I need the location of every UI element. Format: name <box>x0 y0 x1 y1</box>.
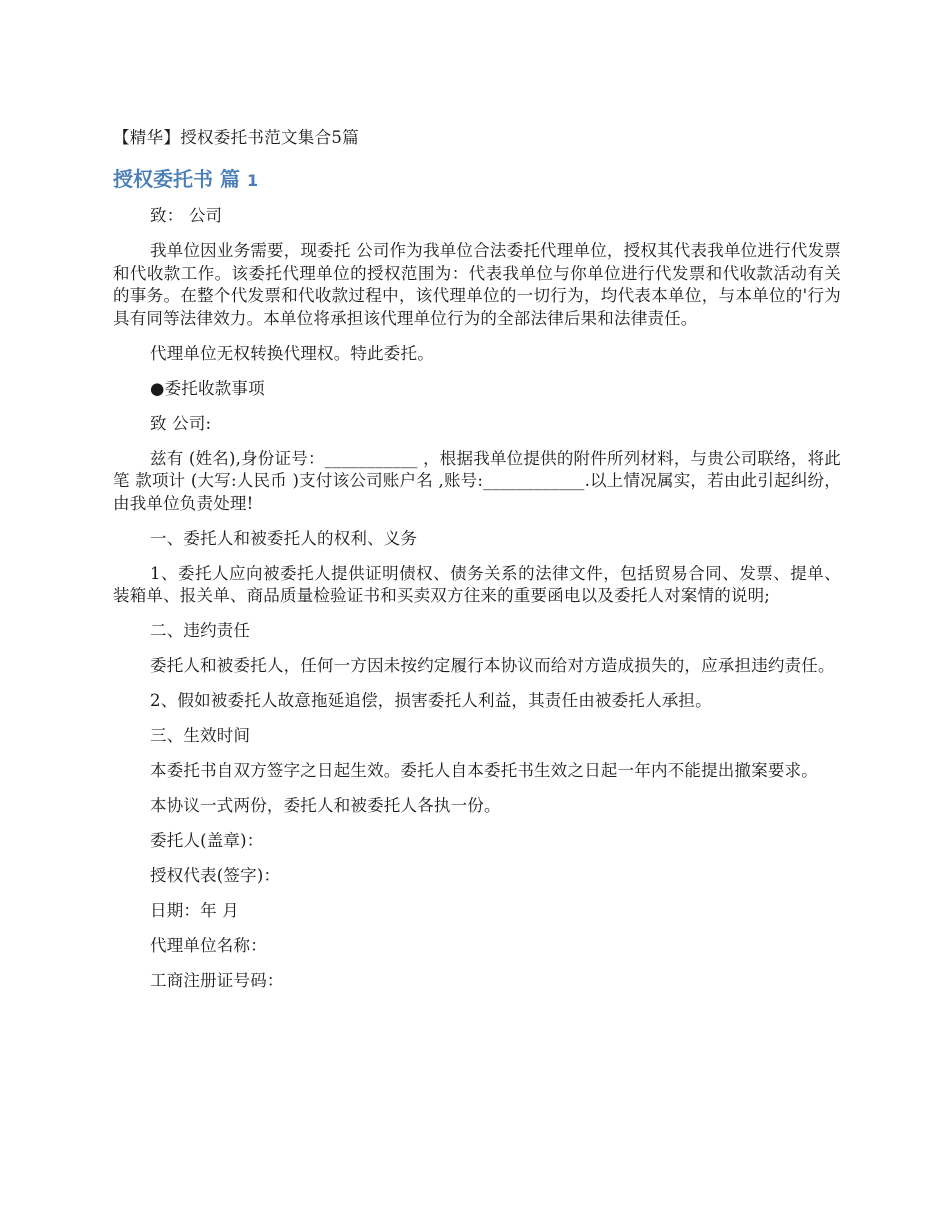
principal-seal-field: 委托人(盖章)： <box>150 831 264 850</box>
section-heading <box>113 166 841 194</box>
effective-heading: 三、生效时间 <box>150 726 251 745</box>
salutation-2: 致 公司: <box>150 413 212 433</box>
breach-heading: 二、违约责任 <box>150 621 251 640</box>
rights-item-1: 1、委托人应向被委托人提供证明债权、债务关系的法律文件，包括贸易合同、发票、提单、装箱单、报关单、商品质量检验证书和买卖双方往来的重要函电以及委托人对案情的说明; <box>113 563 841 605</box>
date-field: 日期：年 月 <box>150 901 239 920</box>
id-paragraph: 兹有 (姓名),身份证号：___________ ，根据我单位提供的附件所列材料，与贵公司联络，将此笔 款项计 (大写:人民币 )支付该公司账户名 ,账号:____________.以上情况属实，若由此引起纠纷，由我单位负责处理! <box>113 448 841 513</box>
breach-paragraph: 委托人和被委托人，任何一方因未按约定履行本协议而给对方造成损失的，应承担违约责任。 <box>150 656 835 675</box>
section-heading-text: 授权委托书 篇 <box>113 167 240 191</box>
section-heading-number: 1 <box>246 171 259 190</box>
breach-item-2: 2、假如被委托人故意拖延追偿，损害委托人利益，其责任由被委托人承担。 <box>150 691 712 710</box>
authorization-paragraph: 我单位因业务需要，现委托 公司作为我单位合法委托代理单位，授权其代表我单位进行代发票和代收款工作。该委托代理单位的授权范围为：代表我单位与你单位进行代发票和代收款活动有关的事务。在整个代发票和代收款过程中，该代理单位的一切行为，均代表本单位，与本单位的'行为具有同等法律效力。本单位将承担该代理单位行为的全部法律后果和法律责任。 <box>113 241 841 328</box>
rights-heading: 一、委托人和被委托人的权利、义务 <box>150 528 418 548</box>
copies-paragraph: 本协议一式两份，委托人和被委托人各执一份。 <box>150 796 501 815</box>
collection-matters-heading: ●委托收款事项 <box>150 378 265 398</box>
representative-signature-field: 授权代表(签字)： <box>150 866 281 885</box>
registration-number-field: 工商注册证号码： <box>150 971 284 990</box>
document-title: 【精华】授权委托书范文集合5篇 <box>113 128 359 147</box>
document-page <box>113 126 841 1005</box>
salutation: 致： 公司 <box>150 206 223 225</box>
no-transfer-paragraph: 代理单位无权转换代理权。特此委托。 <box>150 343 434 363</box>
agent-name-field: 代理单位名称： <box>150 936 267 955</box>
effective-paragraph: 本委托书自双方签字之日起生效。委托人自本委托书生效之日起一年内不能提出撤案要求。 <box>150 761 818 780</box>
